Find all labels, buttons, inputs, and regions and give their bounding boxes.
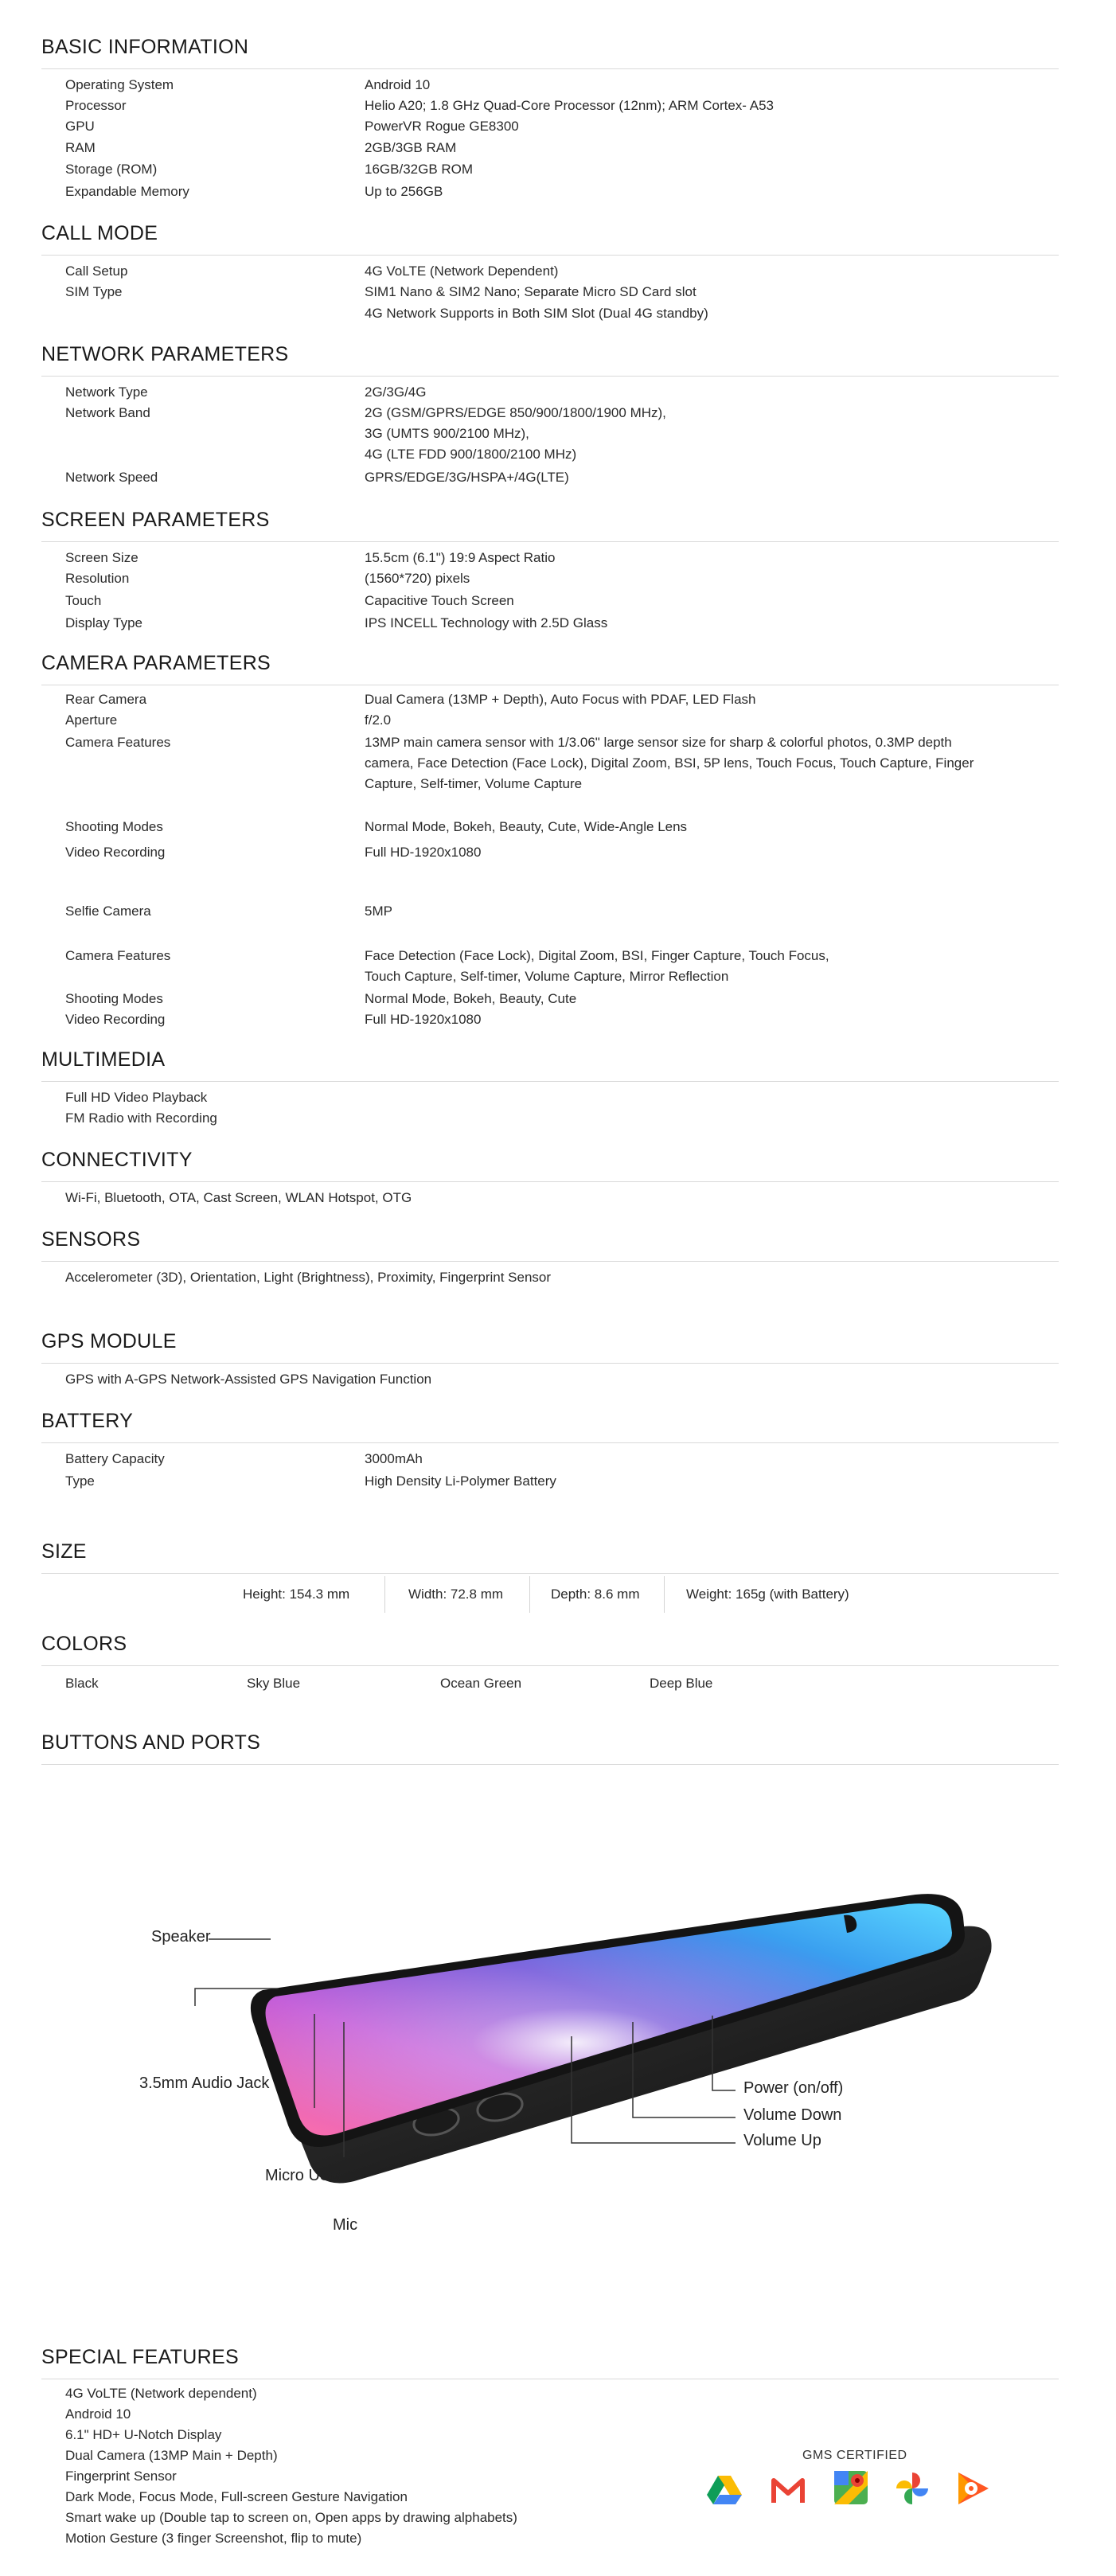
section-heading-screen-parameters: SCREEN PARAMETERS <box>41 508 1059 542</box>
spec-value-touch: Capacitive Touch Screen <box>365 593 514 608</box>
spec-value-storage: 16GB/32GB ROM <box>365 162 474 177</box>
section-heading-size: SIZE <box>41 1540 1059 1574</box>
section-heading-network-parameters: NETWORK PARAMETERS <box>41 342 1059 377</box>
spec-value-camera-features-line-1: 13MP main camera sensor with 1/3.06" large sensor size for sharp & colorful photos, 0.3MP depth <box>365 735 952 750</box>
spec-value-network-band-4g: 4G (LTE FDD 900/1800/2100 MHz) <box>365 447 577 462</box>
section-heading-buttons-and-ports: BUTTONS AND PORTS <box>41 1731 1059 1765</box>
size-divider <box>529 1576 530 1613</box>
connectivity-text: Wi-Fi, Bluetooth, OTA, Cast Screen, WLAN Hotspot, OTG <box>65 1190 412 1205</box>
callout-volume-up: Volume Up <box>743 2132 821 2149</box>
section-heading-multimedia: MULTIMEDIA <box>41 1048 1059 1082</box>
section-heading-gps-module: GPS MODULE <box>41 1329 1059 1364</box>
section-heading-basic-information: BASIC INFORMATION <box>41 35 1059 69</box>
spec-label-camera-features: Camera Features <box>65 735 171 750</box>
gmail-icon <box>771 2476 806 2504</box>
spec-label-selfie-features: Camera Features <box>65 948 171 963</box>
spec-value-rear-camera: Dual Camera (13MP + Depth), Auto Focus with PDAF, LED Flash <box>365 692 756 707</box>
spec-value-processor: Helio A20; 1.8 GHz Quad-Core Processor (12nm); ARM Cortex- A53 <box>365 98 774 113</box>
spec-value-screen-size: 15.5cm (6.1") 19:9 Aspect Ratio <box>365 550 556 565</box>
special-feature-item: Smart wake up (Double tap to screen on, Open apps by drawing alphabets) <box>65 2510 517 2525</box>
gms-certified-label: GMS CERTIFIED <box>802 2449 907 2462</box>
spec-label-network-speed: Network Speed <box>65 470 158 485</box>
spec-label-screen-size: Screen Size <box>65 550 139 565</box>
sensors-text: Accelerometer (3D), Orientation, Light (Brightness), Proximity, Fingerprint Sensor <box>65 1270 552 1285</box>
section-heading-special-features: SPECIAL FEATURES <box>41 2345 1059 2379</box>
multimedia-item: FM Radio with Recording <box>65 1110 217 1126</box>
callout-mic: Mic <box>333 2216 358 2234</box>
spec-label-gpu: GPU <box>65 119 95 134</box>
spec-value-display-type: IPS INCELL Technology with 2.5D Glass <box>365 615 608 630</box>
phone-illustration <box>0 1783 1116 2293</box>
spec-label-battery-type: Type <box>65 1473 95 1489</box>
spec-value-battery-type: High Density Li-Polymer Battery <box>365 1473 556 1489</box>
section-heading-battery: BATTERY <box>41 1409 1059 1443</box>
spec-label-expandable-memory: Expandable Memory <box>65 184 189 199</box>
maps-icon <box>833 2469 869 2506</box>
spec-label-shooting-modes: Shooting Modes <box>65 819 163 834</box>
spec-value-ram: 2GB/3GB RAM <box>365 140 457 155</box>
spec-label-aperture: Aperture <box>65 712 118 728</box>
spec-value-resolution: (1560*720) pixels <box>365 571 470 586</box>
section-heading-sensors: SENSORS <box>41 1228 1059 1262</box>
spec-value-camera-features-line-2: camera, Face Detection (Face Lock), Digital Zoom, BSI, 5P lens, Touch Focus, Touch Capture, Finger <box>365 755 974 771</box>
spec-value-sim-type: SIM1 Nano & SIM2 Nano; Separate Micro SD Card slot <box>365 284 697 299</box>
spec-label-network-type: Network Type <box>65 384 148 400</box>
spec-value-network-band-3g: 3G (UMTS 900/2100 MHz), <box>365 426 529 441</box>
special-feature-item: Motion Gesture (3 finger Screenshot, flip to mute) <box>65 2531 362 2546</box>
special-feature-item: 6.1" HD+ U-Notch Display <box>65 2427 222 2442</box>
spec-label-battery-capacity: Battery Capacity <box>65 1451 165 1466</box>
section-heading-colors: COLORS <box>41 1632 1059 1666</box>
spec-value-selfie-camera: 5MP <box>365 904 392 919</box>
spec-value-selfie-features-line-2: Touch Capture, Self-timer, Volume Capture, Mirror Reflection <box>365 969 729 984</box>
spec-label-call-setup: Call Setup <box>65 263 128 279</box>
size-depth: Depth: 8.6 mm <box>551 1587 640 1602</box>
spec-value-network-speed: GPRS/EDGE/3G/HSPA+/4G(LTE) <box>365 470 569 485</box>
spec-label-resolution: Resolution <box>65 571 130 586</box>
spec-value-selfie-shooting-modes: Normal Mode, Bokeh, Beauty, Cute <box>365 991 577 1006</box>
multimedia-item: Full HD Video Playback <box>65 1090 208 1105</box>
spec-label-ram: RAM <box>65 140 96 155</box>
callout-volume-down: Volume Down <box>743 2106 842 2124</box>
photos-icon <box>895 2471 930 2506</box>
spec-label-video-recording: Video Recording <box>65 845 166 860</box>
section-heading-camera-parameters: CAMERA PARAMETERS <box>41 651 1059 685</box>
size-height: Height: 154.3 mm <box>243 1587 350 1602</box>
spec-value-expandable-memory: Up to 256GB <box>365 184 443 199</box>
size-divider <box>664 1576 665 1613</box>
spec-value-network-type: 2G/3G/4G <box>365 384 427 400</box>
special-feature-item: 4G VoLTE (Network dependent) <box>65 2386 257 2401</box>
gps-text: GPS with A-GPS Network-Assisted GPS Navigation Function <box>65 1372 432 1387</box>
spec-value-call-setup: 4G VoLTE (Network Dependent) <box>365 263 559 279</box>
section-heading-call-mode: CALL MODE <box>41 221 1059 256</box>
special-feature-item: Fingerprint Sensor <box>65 2469 177 2484</box>
spec-value-battery-capacity: 3000mAh <box>365 1451 423 1466</box>
spec-value-video-recording: Full HD-1920x1080 <box>365 845 482 860</box>
color-option-ocean-green: Ocean Green <box>440 1676 522 1691</box>
size-weight: Weight: 165g (with Battery) <box>686 1587 849 1602</box>
spec-value-shooting-modes: Normal Mode, Bokeh, Beauty, Cute, Wide-Angle Lens <box>365 819 688 834</box>
drive-icon <box>707 2474 742 2506</box>
spec-label-display-type: Display Type <box>65 615 143 630</box>
color-option-deep-blue: Deep Blue <box>650 1676 713 1691</box>
callout-speaker: Speaker <box>151 1928 211 1946</box>
spec-label-rear-camera: Rear Camera <box>65 692 147 707</box>
callout-micro-usb: Micro USB <box>265 2167 341 2184</box>
spec-value-network-band-2g: 2G (GSM/GPRS/EDGE 850/900/1800/1900 MHz), <box>365 405 666 420</box>
callout-power: Power (on/off) <box>743 2079 844 2097</box>
special-feature-item: Dual Camera (13MP Main + Depth) <box>65 2448 278 2463</box>
spec-value-os: Android 10 <box>365 77 431 92</box>
spec-value-sim-type-4g: 4G Network Supports in Both SIM Slot (Dual 4G standby) <box>365 306 708 321</box>
spec-label-selfie-camera: Selfie Camera <box>65 904 151 919</box>
section-heading-connectivity: CONNECTIVITY <box>41 1148 1059 1182</box>
spec-label-storage: Storage (ROM) <box>65 162 158 177</box>
spec-value-selfie-features-line-1: Face Detection (Face Lock), Digital Zoom, BSI, Finger Capture, Touch Focus, <box>365 948 829 963</box>
special-feature-item: Dark Mode, Focus Mode, Full-screen Gesture Navigation <box>65 2489 408 2504</box>
color-option-black: Black <box>65 1676 99 1691</box>
spec-label-sim-type: SIM Type <box>65 284 123 299</box>
spec-value-selfie-video-recording: Full HD-1920x1080 <box>365 1012 482 1027</box>
spec-label-network-band: Network Band <box>65 405 150 420</box>
spec-label-processor: Processor <box>65 98 127 113</box>
spec-label-selfie-shooting-modes: Shooting Modes <box>65 991 163 1006</box>
callout-audio-jack: 3.5mm Audio Jack <box>139 2074 270 2092</box>
play-music-icon <box>955 2471 990 2506</box>
color-option-sky-blue: Sky Blue <box>247 1676 301 1691</box>
size-width: Width: 72.8 mm <box>408 1587 504 1602</box>
spec-label-touch: Touch <box>65 593 102 608</box>
spec-label-selfie-video-recording: Video Recording <box>65 1012 166 1027</box>
special-feature-item: Android 10 <box>65 2406 131 2422</box>
spec-label-os: Operating System <box>65 77 174 92</box>
spec-value-camera-features-line-3: Capture, Self-timer, Volume Capture <box>365 776 583 791</box>
spec-value-gpu: PowerVR Rogue GE8300 <box>365 119 519 134</box>
spec-value-aperture: f/2.0 <box>365 712 392 728</box>
size-divider <box>384 1576 385 1613</box>
